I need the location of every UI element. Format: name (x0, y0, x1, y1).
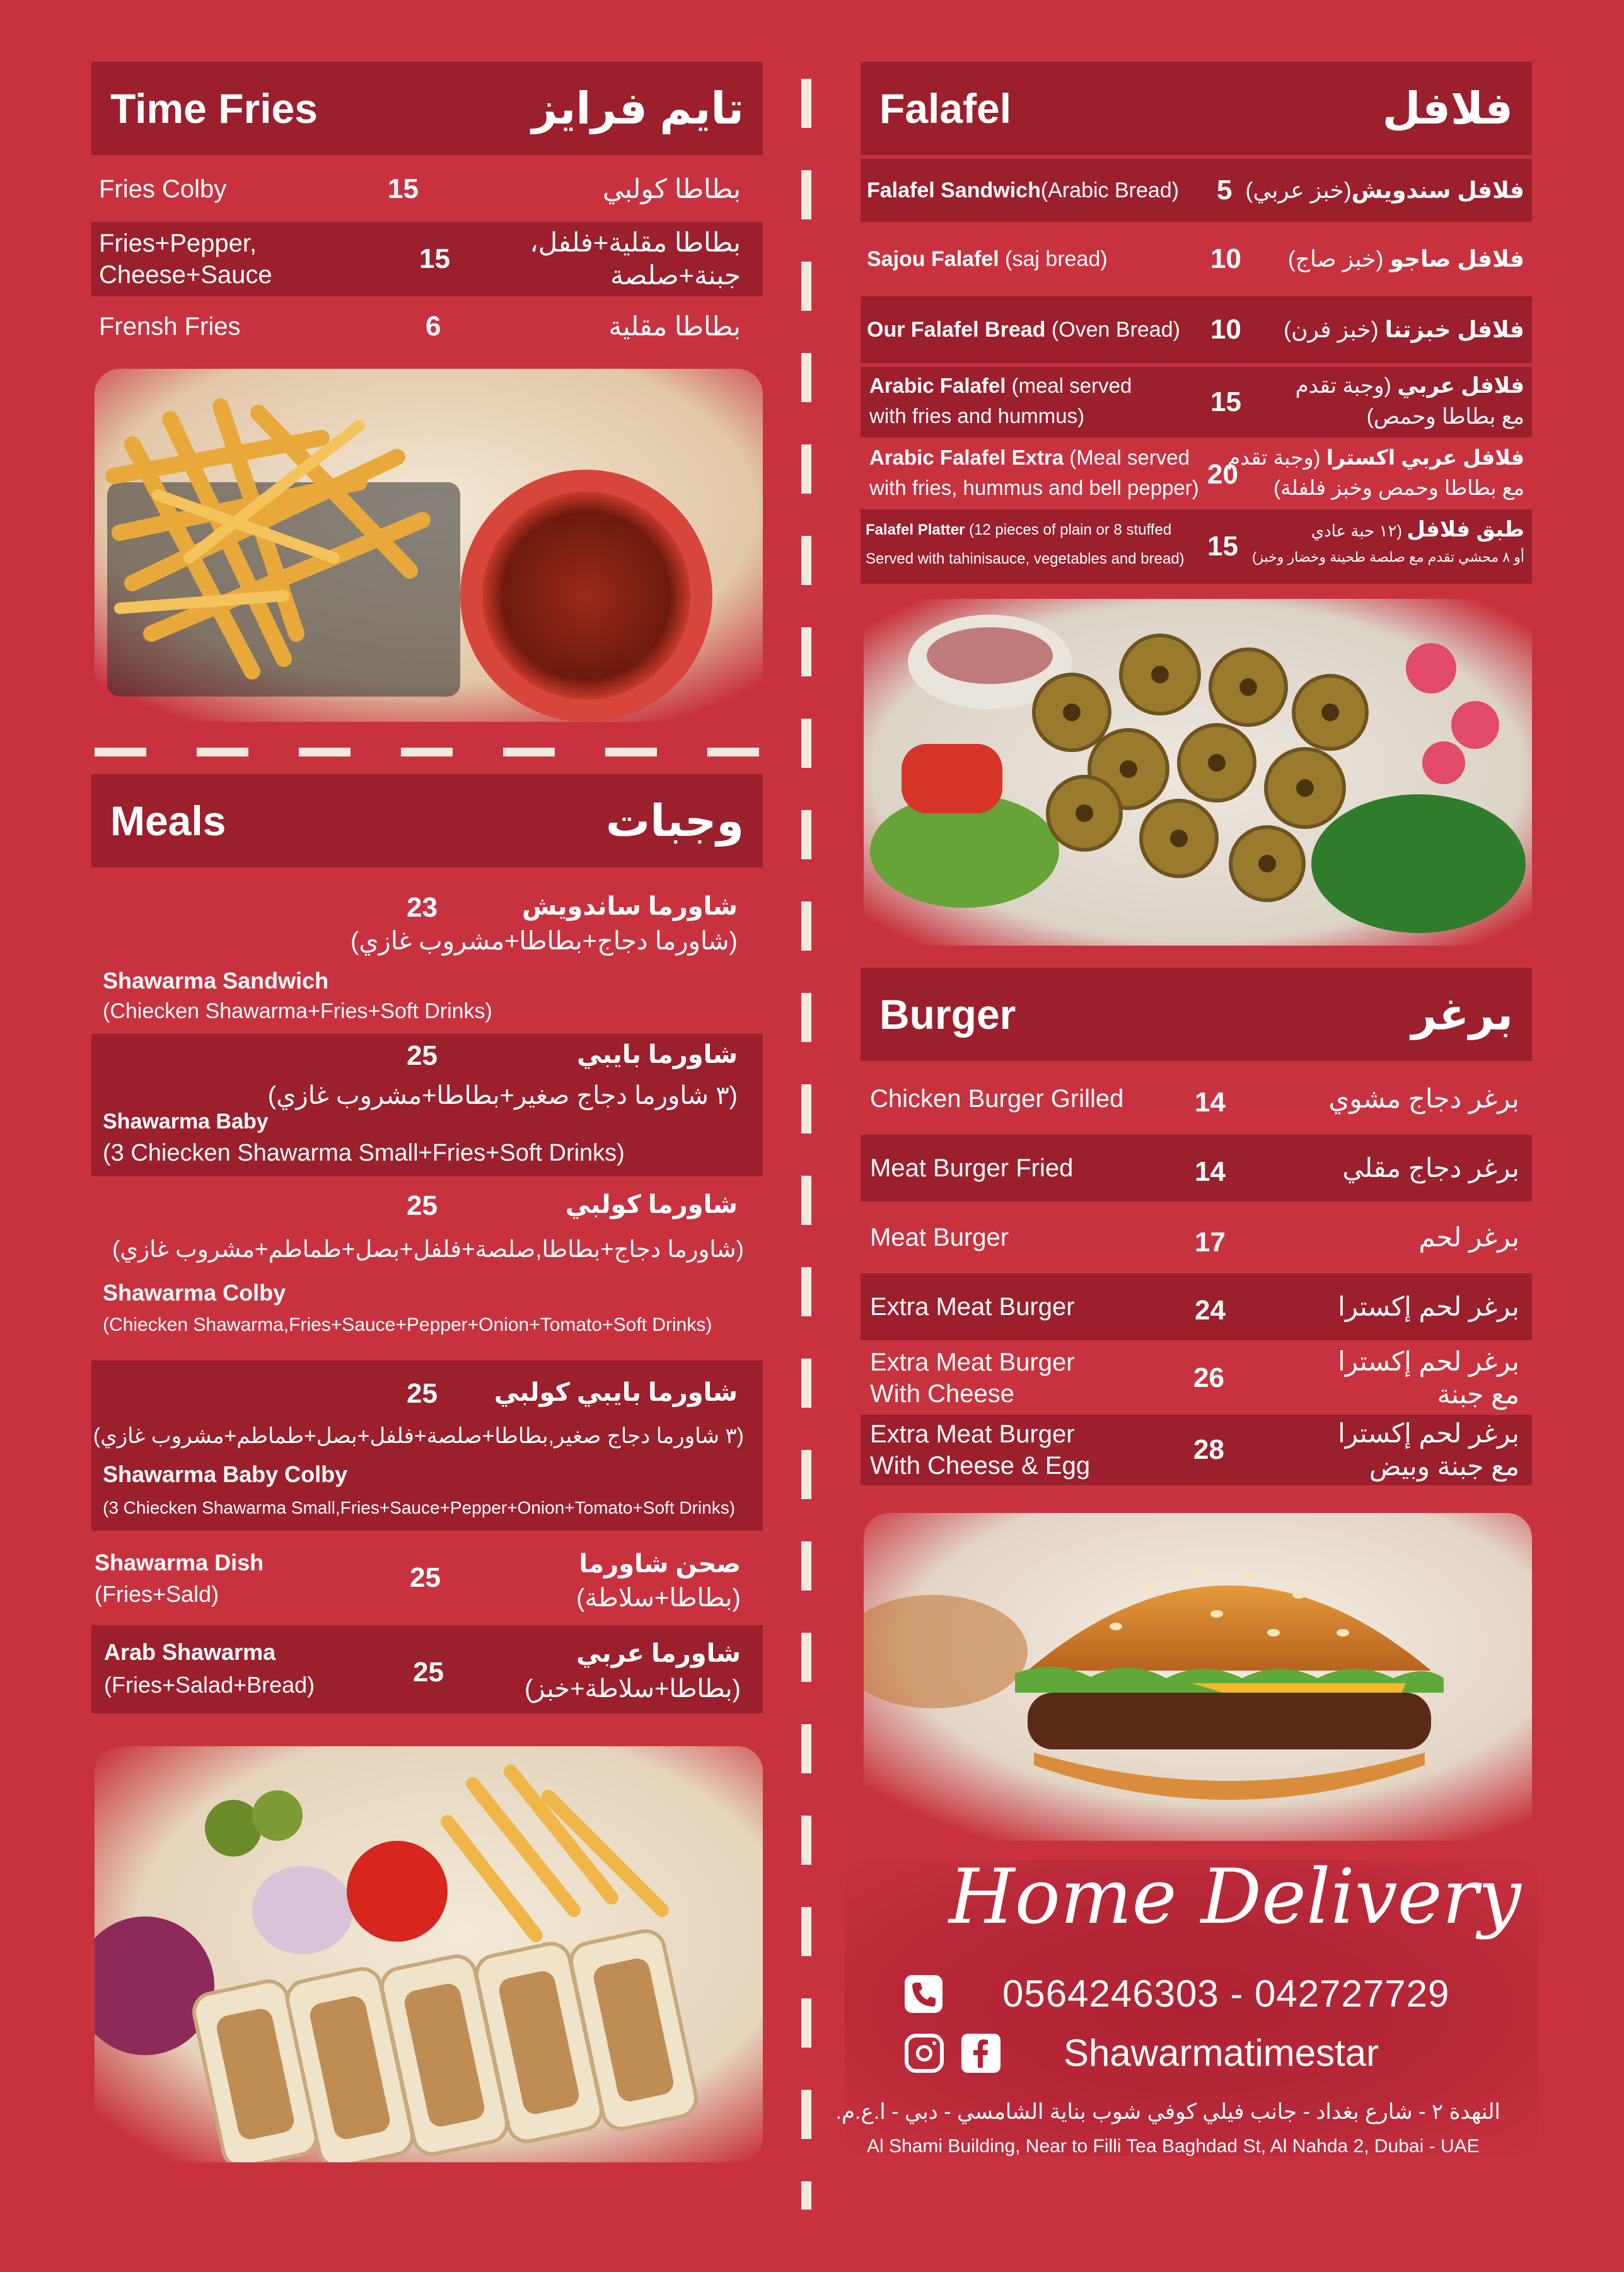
falafel-item-name-detail: (Oven Bread) (1045, 317, 1180, 342)
falafel-item-name-detail: (meal served (1006, 374, 1132, 397)
falafel-item-name-detail: (Arabic Bread) (1040, 178, 1180, 202)
burger-item-arabic (1338, 1345, 1519, 1411)
falafel-item-name-bold: Falafel Platter (866, 521, 965, 538)
meal-name-en: Shawarma Colby (103, 1280, 286, 1306)
falafel-image (864, 599, 1532, 946)
falafel-item-arabic-detail: (خبز فرن) (1284, 316, 1385, 342)
meal-name-arabic: شاورما كولبي (565, 1191, 738, 1219)
meal-name-en: Shawarma Dish (95, 1550, 264, 1575)
falafel-item-name-line2: with fries and hummus) (869, 403, 1085, 427)
fries-row (91, 296, 763, 357)
burger-item-price: 17 (1195, 1227, 1226, 1258)
fries-item-price: 15 (419, 243, 450, 274)
falafel-item-name (867, 178, 1179, 203)
meal-desc-en: (Chiecken Shawarma,Fries+Sauce+Pepper+Onion+Tomato+Soft Drinks) (103, 1314, 712, 1335)
fries-item-name-line1: Fries+Pepper, (99, 229, 257, 257)
falafel-item-name-bold: Falafel Sandwich (867, 178, 1041, 202)
burger-item-arabic-line2: مع جبنة (1437, 1379, 1519, 1409)
address-english: Al Shami Building, Near to Filli Tea Baghdad St, Al Nahda 2, Dubai - UAE (867, 2136, 1480, 2157)
meal-item (91, 1360, 763, 1531)
falafel-item-arabic-bold: فلافل سندويش (1351, 177, 1524, 203)
falafel-item-price: 5 (1217, 175, 1232, 206)
falafel-item-name-bold: Arabic Falafel (869, 374, 1006, 397)
fries-row (91, 222, 763, 296)
falafel-photo (864, 599, 1532, 946)
falafel-item-price: 10 (1210, 243, 1241, 274)
burger-header (861, 968, 1532, 1061)
falafel-row (861, 440, 1532, 509)
meal-desc-en: (Fries+Sald) (95, 1581, 219, 1607)
falafel-item-name (869, 443, 1199, 503)
fries-image (95, 369, 763, 722)
meal-name-en: Arab Shawarma (104, 1639, 276, 1665)
falafel-item-arabic-detail: (وجبة تقدم (1227, 446, 1326, 469)
falafel-item-arabic-bold: طبق فلافل (1406, 518, 1524, 542)
meals-title-en: Meals (110, 797, 226, 844)
burger-item-name-line1: Extra Meat Burger (870, 1420, 1075, 1448)
shawarma-photo (95, 1746, 763, 2162)
falafel-item-arabic-detail: (خبز عربي) (1245, 177, 1352, 203)
burger-item-name-line1: Extra Meat Burger (870, 1348, 1075, 1376)
fries-item-arabic-line1: بطاطا مقلية+فلفل، (530, 227, 741, 257)
burger-photo (864, 1513, 1532, 1841)
falafel-item-price: 20 (1207, 459, 1238, 490)
falafel-item-price: 15 (1210, 386, 1241, 417)
burger-row (861, 1135, 1532, 1202)
falafel-item-name-bold: Our Falafel Bread (867, 317, 1046, 342)
meal-desc-en: (Fries+Salad+Bread) (104, 1672, 315, 1698)
falafel-item-arabic-line2: مع بطاطا وحمص وخبز فلفلة) (1273, 475, 1524, 499)
meal-name-en: Shawarma Baby (103, 1110, 269, 1133)
phone-row[interactable] (905, 1972, 1449, 2015)
social-row[interactable] (905, 2031, 1379, 2075)
burger-item-name (870, 1347, 1075, 1410)
falafel-item-name (867, 247, 1108, 272)
burger-row (861, 1415, 1532, 1485)
shawarma-image (95, 1746, 763, 2162)
address-arabic: النهدة ٢ - شارع بغداد - جانب فيلي كوفي شوب بناية الشامسي - دبي - ا.ع.م. (835, 2100, 1500, 2124)
phone-icon (905, 1975, 942, 2013)
falafel-title-en: Falafel (879, 85, 1012, 132)
meal-price: 25 (407, 1190, 438, 1221)
burger-item-name-line2: With Cheese & Egg (870, 1452, 1091, 1480)
meal-item (91, 1034, 763, 1176)
falafel-item-arabic (1296, 371, 1524, 433)
meal-desc-arabic: (شاورما دجاج+بطاطا,صلصة+فلفل+بصل+طماطم+مشروب غازي) (112, 1236, 744, 1262)
burger-image (864, 1513, 1532, 1841)
burger-row (861, 1343, 1532, 1413)
falafel-title-ar: فلافل (1382, 84, 1513, 133)
fries-title-en: Time Fries (110, 85, 318, 132)
falafel-row (861, 296, 1532, 363)
burger-item-name: Chicken Burger Grilled (870, 1085, 1124, 1113)
falafel-item-arabic-bold: فلافل خبزتنا (1384, 316, 1524, 342)
burger-item-name: Meat Burger Fried (870, 1154, 1074, 1182)
meal-price: 25 (413, 1657, 444, 1688)
meal-desc-arabic: (بطاطا+سلاطة+خبز) (524, 1675, 741, 1703)
center-divider (801, 79, 811, 2210)
fries-item-name: Frensh Fries (99, 313, 241, 340)
burger-item-arabic: برغر لحم (1418, 1222, 1519, 1252)
left-divider (95, 748, 763, 756)
fries-item-arabic-line2: جبنة+صلصة (610, 260, 741, 290)
falafel-row (861, 509, 1532, 584)
fries-photo (95, 369, 763, 722)
meal-name-arabic: شاورما بايبي (577, 1041, 738, 1069)
falafel-item-name (867, 318, 1180, 342)
meal-item (91, 1179, 763, 1355)
meal-desc-arabic: (٣ شاورما دجاج صغير+بطاطا+مشروب غازي) (267, 1082, 738, 1110)
meal-desc-en: (3 Chiecken Shawarma Small+Fries+Soft Drinks) (103, 1140, 625, 1166)
burger-item-arabic-line1: برغر لحم إكسترا (1338, 1346, 1519, 1376)
falafel-item-name-line2: with fries, hummus and bell pepper) (869, 475, 1199, 499)
meal-name-arabic: شاورما ساندويش (521, 893, 738, 920)
meal-name-en: Shawarma Sandwich (103, 968, 329, 994)
falafel-item-arabic-bold: فلافل صاجو (1389, 246, 1524, 272)
meal-desc-arabic: (شاورما دجاج+بطاطا+مشروب غازي) (350, 927, 738, 955)
burger-item-price: 14 (1195, 1087, 1226, 1118)
burger-title-en: Burger (879, 991, 1016, 1038)
meal-name-arabic: صحن شاورما (579, 1550, 741, 1578)
instagram-icon[interactable] (905, 2034, 944, 2073)
falafel-row (861, 367, 1532, 438)
burger-row (861, 1273, 1532, 1340)
falafel-item-price: 15 (1207, 531, 1238, 562)
falafel-item-arabic (1288, 246, 1524, 272)
facebook-icon[interactable] (961, 2034, 1000, 2073)
meal-name-en: Shawarma Baby Colby (103, 1461, 348, 1487)
burger-item-arabic-line1: برغر لحم إكسترا (1338, 1418, 1519, 1448)
falafel-row (861, 159, 1532, 222)
falafel-item-arabic-bold: فلافل عربي (1397, 374, 1524, 398)
falafel-item-name-detail: (Meal served (1064, 446, 1190, 469)
falafel-item-name-line2: Served with tahinisauce, vegetables and bread) (866, 550, 1185, 567)
falafel-item-arabic (1245, 177, 1524, 204)
fries-item-name (91, 228, 419, 291)
burger-item-price: 14 (1195, 1156, 1226, 1187)
falafel-item-name-detail: (12 pieces of plain or 8 stuffed (965, 521, 1172, 538)
falafel-item-name-bold: Sajou Falafel (867, 246, 999, 271)
burger-item-arabic: برغر لحم إكسترا (1338, 1291, 1519, 1321)
falafel-item-arabic-detail: (خبز صاج) (1287, 246, 1390, 272)
burger-item-price: 24 (1195, 1295, 1226, 1326)
falafel-item-arabic (1252, 513, 1524, 568)
burger-row (861, 1064, 1532, 1133)
falafel-item-name (866, 516, 1185, 573)
meal-item (91, 886, 763, 1032)
fries-item-price: 6 (426, 311, 441, 342)
meals-title-ar: وجبات (605, 796, 744, 845)
meal-desc-arabic: (٣ شاورما دجاج صغير,بطاطا+صلصة+فلفل+بصل+طماطم+مشروب غازي) (93, 1424, 744, 1448)
burger-item-name (870, 1418, 1090, 1481)
burger-item-arabic-line2: مع جبنة وبيض (1369, 1451, 1519, 1481)
meal-price: 23 (407, 892, 438, 923)
delivery-panel (835, 1853, 1538, 2157)
burger-item-name-line2: With Cheese (870, 1380, 1014, 1408)
fries-item-price: 15 (388, 173, 419, 204)
falafel-item-arabic (1227, 443, 1524, 503)
meal-name-arabic: شاورما عربي (576, 1640, 741, 1667)
burger-item-name: Extra Meat Burger (870, 1293, 1075, 1321)
meal-desc-en: (3 Chiecken Shawarma Small,Fries+Sauce+Pepper+Onion+Tomato+Soft Drinks) (103, 1498, 736, 1517)
burger-item-arabic: برغر دجاج مقلي (1342, 1152, 1519, 1183)
burger-item-price: 26 (1193, 1362, 1224, 1393)
burger-title-ar: برغر (1411, 990, 1513, 1039)
meal-name-arabic: شاورما بايبي كولبي (494, 1379, 738, 1406)
falafel-item-arabic-detail: (وجبة تقدم (1295, 374, 1398, 398)
fries-item-arabic: بطاطا كولبي (602, 173, 741, 204)
fries-row (91, 159, 763, 219)
delivery-title: Home Delivery (949, 1853, 1521, 1941)
falafel-item-name-detail: (saj bread) (999, 246, 1108, 271)
burger-row (861, 1204, 1532, 1271)
meal-desc-arabic: (بطاطا+سلاطة) (576, 1584, 741, 1612)
fries-item-name: Fries Colby (99, 175, 227, 203)
meal-item (91, 1625, 763, 1713)
phone-numbers: 0564246303 - 042727729 (1002, 1973, 1450, 2015)
meals-header (91, 774, 763, 867)
fries-title-ar: تايم فرايز (531, 84, 744, 133)
falafel-row (861, 226, 1532, 293)
fries-item-arabic (530, 226, 741, 293)
social-handle: Shawarmatimestar (1064, 2032, 1379, 2074)
falafel-item-arabic-line2: مع بطاطا وحمص) (1366, 405, 1524, 429)
meal-price: 25 (407, 1040, 438, 1071)
falafel-header (861, 62, 1532, 155)
falafel-item-name-bold: Arabic Falafel Extra (869, 446, 1064, 469)
falafel-item-arabic (1284, 316, 1524, 343)
meal-price: 25 (410, 1562, 441, 1593)
meal-price: 25 (407, 1378, 438, 1409)
falafel-item-arabic-line2: أو ٨ محشي تقدم مع صلصة طحينة وخضار وخبز) (1252, 548, 1524, 565)
burger-item-arabic: برغر دجاج مشوي (1328, 1083, 1519, 1113)
burger-item-price: 28 (1193, 1434, 1224, 1465)
meal-desc-en: (Chiecken Shawarma+Fries+Soft Drinks) (103, 999, 492, 1023)
burger-item-arabic (1338, 1417, 1519, 1483)
fries-item-arabic: بطاطا مقلية (608, 311, 741, 341)
meal-item (91, 1538, 763, 1621)
fries-item-name-line2: Cheese+Sauce (99, 261, 272, 289)
falafel-item-arabic-detail: (١٢ حبة عادي (1311, 521, 1407, 540)
falafel-item-price: 10 (1210, 314, 1241, 345)
falafel-item-arabic-bold: فلافل عربي اكسترا (1326, 446, 1524, 469)
falafel-item-name (869, 371, 1132, 431)
burger-item-name: Meat Burger (870, 1224, 1009, 1251)
fries-header (91, 62, 763, 155)
